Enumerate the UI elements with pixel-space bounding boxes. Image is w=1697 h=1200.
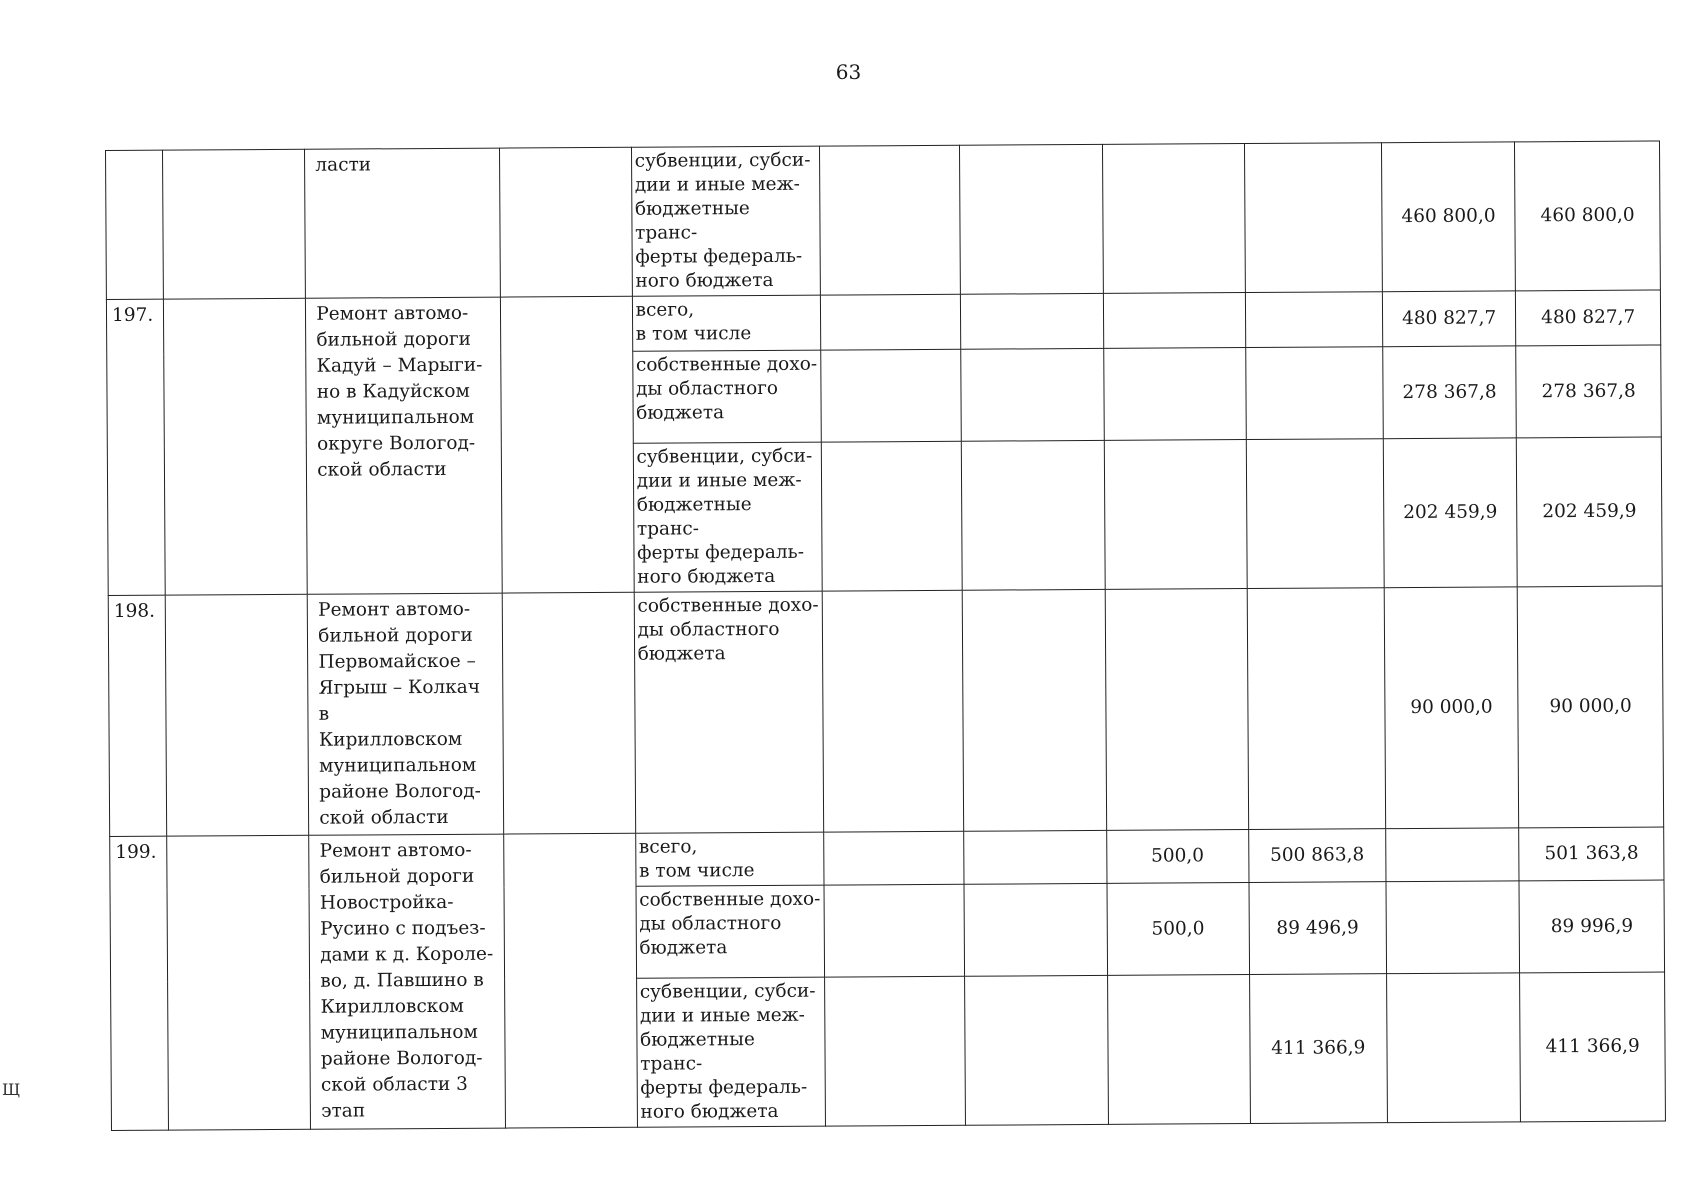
value-cell — [824, 884, 965, 977]
value-cell: 89 496,9 — [1249, 882, 1386, 975]
value-cell — [820, 294, 961, 350]
value-cell — [960, 144, 1103, 294]
value-cell — [1107, 975, 1250, 1125]
value-cell: 460 800,0 — [1381, 142, 1516, 292]
value-cell — [1103, 293, 1246, 349]
funding-source: собственные дохо- ды областного бюджета — [636, 885, 825, 978]
value-cell — [961, 348, 1104, 441]
value-cell — [1105, 589, 1249, 831]
value-cell — [1103, 348, 1246, 441]
value-cell: 411 366,9 — [1249, 974, 1387, 1124]
total-cell: 501 363,8 — [1519, 827, 1664, 881]
total-cell: 278 367,8 — [1516, 345, 1661, 438]
page-number: 63 — [835, 60, 862, 84]
value-cell — [824, 831, 964, 885]
object-name: ласти — [305, 148, 501, 298]
row-index: 198. — [108, 595, 166, 836]
empty-cell — [165, 594, 309, 836]
row-index — [106, 150, 164, 299]
value-cell — [1247, 588, 1385, 830]
value-cell — [1386, 881, 1520, 974]
value-cell: 202 459,9 — [1383, 438, 1518, 588]
value-cell: 278 367,8 — [1382, 346, 1516, 439]
value-cell — [962, 589, 1106, 831]
table-row — [108, 586, 1663, 836]
funding-source: субвенции, субси- дии и иные меж- бюджетные транс- ферты федераль- ного бюджета — [636, 977, 825, 1127]
value-cell — [961, 440, 1104, 590]
value-cell — [821, 349, 962, 442]
value-cell — [1102, 144, 1245, 294]
total-cell: 480 827,7 — [1516, 290, 1661, 346]
value-cell — [819, 145, 960, 295]
row-index: 199. — [110, 836, 169, 1130]
budget-table — [105, 141, 1666, 1131]
total-cell: 460 800,0 — [1515, 141, 1661, 291]
value-cell — [821, 441, 962, 591]
funding-source: всего, в том числе — [635, 832, 824, 886]
table-row — [106, 141, 1661, 299]
funding-source: субвенции, субси- дии и иные меж- бюджетные транс- ферты федераль- ного бюджета — [631, 146, 820, 296]
table-row — [110, 827, 1664, 889]
value-cell — [825, 976, 966, 1126]
value-cell: 500,0 — [1107, 883, 1250, 976]
empty-cell — [501, 296, 634, 593]
value-cell — [965, 975, 1108, 1125]
table-row — [106, 290, 1660, 354]
value-cell — [822, 590, 964, 832]
funding-source: собственные дохо- ды областного бюджета — [634, 591, 824, 833]
value-cell — [1386, 973, 1521, 1123]
value-cell — [1244, 143, 1382, 293]
value-cell: 500,0 — [1106, 830, 1249, 884]
total-cell: 90 000,0 — [1518, 586, 1664, 828]
margin-mark: Щ — [2, 1080, 21, 1099]
total-cell: 411 366,9 — [1520, 972, 1666, 1122]
value-cell — [1385, 828, 1519, 882]
empty-cell — [504, 833, 637, 1128]
value-cell — [1246, 347, 1383, 440]
row-index: 197. — [106, 299, 165, 595]
funding-source: собственные дохо- ды областного бюджета — [632, 350, 821, 443]
empty-cell — [500, 147, 632, 297]
total-cell: 89 996,9 — [1519, 880, 1664, 973]
value-cell — [961, 293, 1104, 349]
value-cell — [964, 883, 1107, 976]
empty-cell — [163, 298, 307, 595]
value-cell — [1245, 292, 1382, 348]
object-name: Ремонт автомо- бильной дороги Кадуй – Марыги- но в Кадуйском муниципальном округе Вологод- ской области — [306, 297, 503, 594]
value-cell: 90 000,0 — [1384, 587, 1519, 829]
value-cell — [1246, 439, 1384, 589]
funding-source: субвенции, субси- дии и иные меж- бюджетные транс- ферты федераль- ного бюджета — [633, 442, 822, 592]
object-name: Ремонт автомо- бильной дороги Новостройка- Русино с подъез- дами к д. Короле- во, д. Павшино в Кирилловском муниципальном районе Вологод- ской области 3 этап — [309, 834, 506, 1129]
value-cell: 480 827,7 — [1382, 291, 1516, 347]
funding-source: всего, в том числе — [632, 295, 821, 351]
object-name: Ремонт автомо- бильной дороги Первомайское – Ягрыш – Колкач в Кирилловском муниципальном районе Вологод- ской области — [308, 593, 504, 835]
empty-cell — [167, 835, 311, 1130]
value-cell — [964, 830, 1107, 884]
empty-cell — [502, 592, 635, 834]
total-cell: 202 459,9 — [1517, 437, 1663, 587]
value-cell: 500 863,8 — [1249, 829, 1386, 883]
empty-cell — [162, 149, 305, 299]
value-cell — [1104, 440, 1247, 590]
